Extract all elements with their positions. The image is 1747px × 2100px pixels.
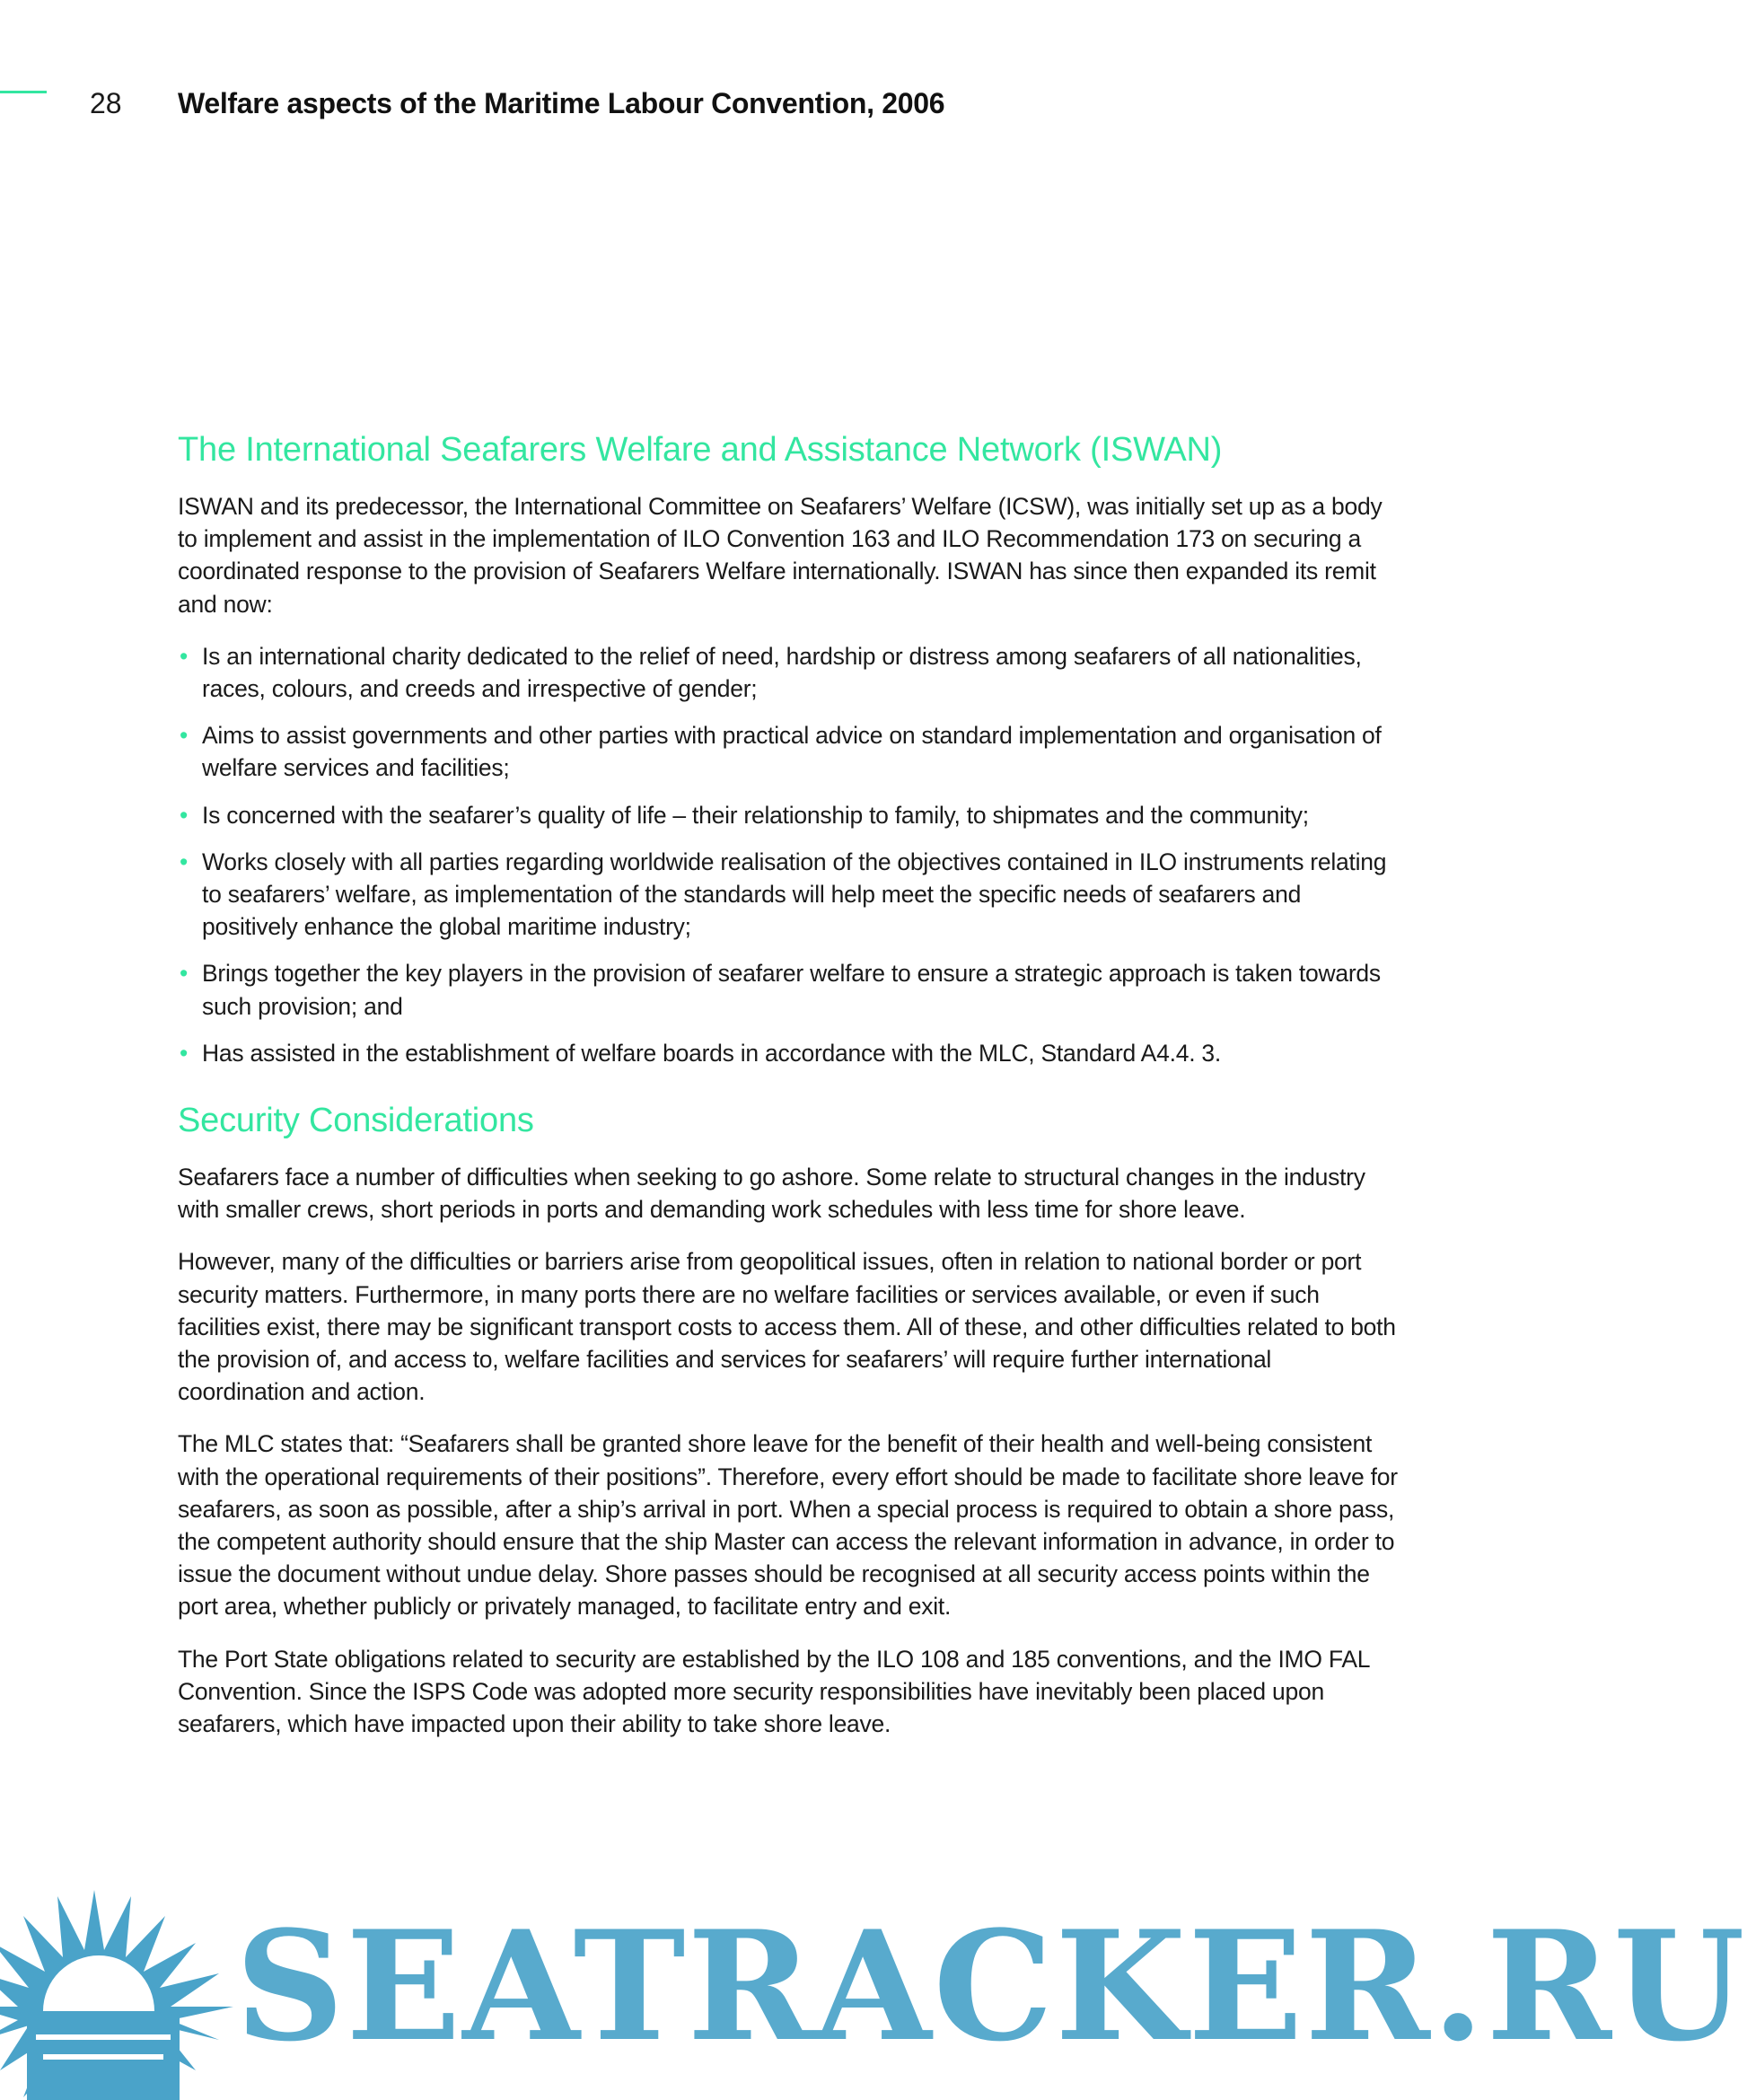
bullet-icon: • [180,642,189,670]
sun-stripe-shape [36,2034,171,2040]
bullet-icon: • [180,801,189,829]
list-item: • Has assisted in the establishment of welfare boards in accordance with the MLC, Standard A4.4. 3. [178,1037,1400,1069]
bullet-icon: • [180,848,189,875]
list-item: • Brings together the key players in the provision of seafarer welfare to ensure a strategic approach is taken towards such provision; and [178,957,1400,1022]
page-content [178,426,1400,1760]
page-number: 28 [90,87,122,119]
section-intro-paragraph: ISWAN and its predecessor, the International Committee on Seafarers’ Welfare (ICSW), was initially set up as a body to implement and assist in the implementation of ILO Convention 163 and ILO Recommendation 173 on securing a coordinated response to the provision of Seafarers Welfare internationally. ISWAN has since then expanded its remit and now: [178,493,1383,618]
bullet-icon: • [180,722,189,750]
body-paragraph: Seafarers face a number of difficulties when seeking to go ashore. Some relate to structural changes in the industry with smaller crews, short periods in ports and demanding work schedules with less time for shore leave. [178,1164,1365,1224]
iswan-remit-list [178,640,1400,1069]
section-heading-iswan: The International Seafarers Welfare and Assistance Network (ISWAN) [178,431,1223,469]
running-title: Welfare aspects of the Maritime Labour Convention, 2006 [178,87,945,119]
body-paragraph: However, many of the difficulties or barriers arise from geopolitical issues, often in relation to national border or port security matters. Furthermore, in many ports there are no welfare facilities or services available, or even if such facilities exist, there may be significant transport costs to access them. All of these, and other difficulties related to both the provision of, and access to, welfare facilities and services for seafarers’ will require further international coordination and action. [178,1248,1396,1406]
body-paragraph: The Port State obligations related to security are established by the ILO 108 and 185 conventions, and the IMO FAL Convention. Since the ISPS Code was adopted more security responsibilities have inevitably been placed upon seafarers, which have impacted upon their ability to take shore leave. [178,1645,1370,1738]
list-item: • Works closely with all parties regarding worldwide realisation of the objectives contained in ILO instruments relating to seafarers’ welfare, as implementation of the standards will help meet the specific needs of seafarers and positively enhance the global maritime industry; [178,846,1400,944]
list-item: • Is concerned with the seafarer’s quality of life – their relationship to family, to shipmates and the community; [178,799,1400,831]
sun-stripe-shape [43,2054,163,2060]
bullet-icon: • [180,1039,189,1067]
list-item: • Is an international charity dedicated to the relief of need, hardship or distress among seafarers of all nationalities, races, colours, and creeds and irrespective of gender; [178,640,1400,705]
bullet-icon: • [180,960,189,988]
watermark-text: SEATRACKER.RU [235,1897,1747,2075]
list-item: • Aims to assist governments and other parties with practical advice on standard implementation and organisation of welfare services and facilities; [178,719,1400,784]
section-heading-security: Security Considerations [178,1102,534,1140]
body-paragraph: The MLC states that: “Seafarers shall be granted shore leave for the benefit of their health and well-being consistent with the operational requirements of their positions”. Therefore, every effort should be made to facilitate shore leave for seafarers, as soon as possible, after a ship’s arrival in port. When a special process is required to obtain a shore pass, the competent authority should ensure that the ship Master can access the relevant information in advance, in order to issue the document without undue delay. Shore passes should be recognised at all security access points within the port area, whether publicly or privately managed, to facilitate entry and exit. [178,1430,1398,1621]
header-accent-line [0,91,47,93]
sun-icon [0,1890,233,2100]
